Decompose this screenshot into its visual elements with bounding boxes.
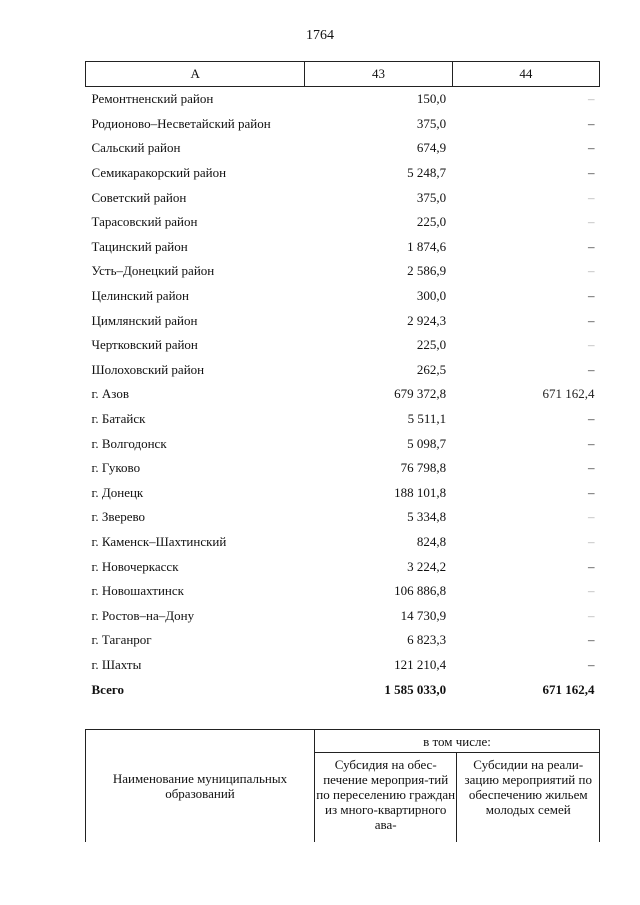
municipality-name: Родионово–Несветайский район bbox=[91, 115, 271, 131]
value-43: 824,8 bbox=[416, 533, 447, 549]
municipality-name-header: Наименование муниципальных образований bbox=[86, 730, 315, 843]
table-row bbox=[86, 628, 600, 653]
value-44: – bbox=[588, 263, 595, 279]
value-44: – bbox=[588, 558, 595, 574]
table-row bbox=[86, 579, 600, 604]
column-header-a: А bbox=[86, 62, 305, 87]
value-43: 6 823,3 bbox=[407, 632, 447, 648]
municipality-name: г. Зверево bbox=[91, 509, 146, 525]
value-44: 671 162,4 bbox=[542, 386, 595, 402]
value-44: – bbox=[588, 214, 595, 230]
value-44: – bbox=[588, 312, 595, 328]
value-43: 375,0 bbox=[416, 115, 447, 131]
table-row bbox=[86, 112, 600, 137]
next-table-header bbox=[85, 729, 600, 842]
municipality-name: г. Новочеркасск bbox=[91, 558, 179, 574]
value-44: – bbox=[588, 533, 595, 549]
value-44: – bbox=[588, 238, 595, 254]
table-row bbox=[86, 358, 600, 383]
municipality-name: г. Шахты bbox=[91, 656, 142, 672]
value-44: – bbox=[588, 140, 595, 156]
value-43: 225,0 bbox=[416, 337, 447, 353]
value-43: 1 874,6 bbox=[407, 238, 447, 254]
value-43: 679 372,8 bbox=[394, 386, 447, 402]
table-row bbox=[86, 530, 600, 555]
value-44: – bbox=[588, 165, 595, 181]
municipality-name: г. Новошахтинск bbox=[91, 583, 184, 599]
value-44: – bbox=[588, 460, 595, 476]
value-44: – bbox=[588, 91, 595, 107]
total-row bbox=[86, 677, 600, 702]
value-43: 300,0 bbox=[416, 288, 447, 304]
value-43: 106 886,8 bbox=[394, 583, 447, 599]
table-row bbox=[86, 554, 600, 579]
municipality-name: г. Ростов–на–Дону bbox=[91, 607, 195, 623]
municipality-name: Сальский район bbox=[91, 140, 181, 156]
municipality-name: г. Волгодонск bbox=[91, 435, 167, 451]
value-44: – bbox=[588, 484, 595, 500]
value-43: 674,9 bbox=[416, 140, 447, 156]
municipality-name: Тацинский район bbox=[91, 238, 188, 254]
value-43: 14 730,9 bbox=[400, 607, 447, 623]
value-43: 5 248,7 bbox=[407, 165, 447, 181]
table-row bbox=[86, 210, 600, 235]
subsidy-resettlement-header: Субсидия на обес-печение мероприя-тий по переселению граждан из много-квартирного ава- bbox=[314, 753, 457, 843]
table-row bbox=[86, 259, 600, 284]
value-43: 262,5 bbox=[416, 361, 447, 377]
municipality-name: Целинский район bbox=[91, 288, 189, 304]
table-row bbox=[86, 87, 600, 112]
value-44: – bbox=[588, 361, 595, 377]
value-43: 5 511,1 bbox=[407, 411, 447, 427]
table-header-row bbox=[86, 62, 600, 87]
municipality-name: Усть–Донецкий район bbox=[91, 263, 215, 279]
municipality-name: г. Каменск–Шахтинский bbox=[91, 533, 227, 549]
total-value-43: 1 585 033,0 bbox=[384, 681, 447, 697]
total-label: Всего bbox=[91, 681, 124, 697]
value-43: 375,0 bbox=[416, 189, 447, 205]
table-row bbox=[86, 161, 600, 186]
municipality-name: Тарасовский район bbox=[91, 214, 198, 230]
value-43: 121 210,4 bbox=[394, 656, 447, 672]
municipality-name: г. Донецк bbox=[91, 484, 144, 500]
municipality-name: Шолоховский район bbox=[91, 361, 205, 377]
value-44: – bbox=[588, 411, 595, 427]
value-43: 188 101,8 bbox=[394, 484, 447, 500]
table-row bbox=[86, 456, 600, 481]
table-row bbox=[86, 136, 600, 161]
page-number: 1764 bbox=[306, 28, 334, 43]
value-44: – bbox=[588, 509, 595, 525]
municipality-name: Ремонтненский район bbox=[91, 91, 214, 107]
table-row bbox=[86, 382, 600, 407]
column-header-44: 44 bbox=[452, 62, 599, 87]
subsidy-young-families-header: Субсидии на реали-зацию мероприятий по обеспечению жильем молодых семей bbox=[457, 753, 600, 843]
value-43: 2 586,9 bbox=[407, 263, 447, 279]
municipality-name: Советский район bbox=[91, 189, 187, 205]
table-row bbox=[86, 603, 600, 628]
table-row bbox=[86, 308, 600, 333]
value-44: – bbox=[588, 435, 595, 451]
value-43: 2 924,3 bbox=[407, 312, 447, 328]
value-43: 225,0 bbox=[416, 214, 447, 230]
value-44: – bbox=[588, 115, 595, 131]
municipality-name: г. Азов bbox=[91, 386, 129, 402]
table-row bbox=[86, 505, 600, 530]
value-44: – bbox=[588, 288, 595, 304]
table-row bbox=[86, 653, 600, 678]
municipality-name: г. Батайск bbox=[91, 411, 146, 427]
value-44: – bbox=[588, 656, 595, 672]
value-44: – bbox=[588, 607, 595, 623]
table-row bbox=[86, 407, 600, 432]
value-43: 5 334,8 bbox=[407, 509, 447, 525]
value-43: 3 224,2 bbox=[407, 558, 447, 574]
including-header: в том числе: bbox=[314, 730, 599, 753]
value-43: 5 098,7 bbox=[407, 435, 447, 451]
value-44: – bbox=[588, 583, 595, 599]
value-44: – bbox=[588, 189, 595, 205]
table-row bbox=[86, 235, 600, 260]
table-body bbox=[86, 87, 600, 702]
municipality-name: г. Таганрог bbox=[91, 632, 152, 648]
municipality-name: Чертковский район bbox=[91, 337, 198, 353]
table-row bbox=[86, 333, 600, 358]
value-44: – bbox=[588, 337, 595, 353]
municipality-name: Цимлянский район bbox=[91, 312, 198, 328]
table-row bbox=[86, 284, 600, 309]
value-43: 76 798,8 bbox=[400, 460, 447, 476]
data-table bbox=[85, 61, 600, 702]
municipality-name: г. Гуково bbox=[91, 460, 141, 476]
value-43: 150,0 bbox=[416, 91, 447, 107]
total-value-44: 671 162,4 bbox=[542, 681, 595, 697]
table-row bbox=[86, 431, 600, 456]
table-row bbox=[86, 481, 600, 506]
table-row bbox=[86, 185, 600, 210]
value-44: – bbox=[588, 632, 595, 648]
column-header-43: 43 bbox=[305, 62, 452, 87]
municipality-name: Семикаракорский район bbox=[91, 165, 227, 181]
